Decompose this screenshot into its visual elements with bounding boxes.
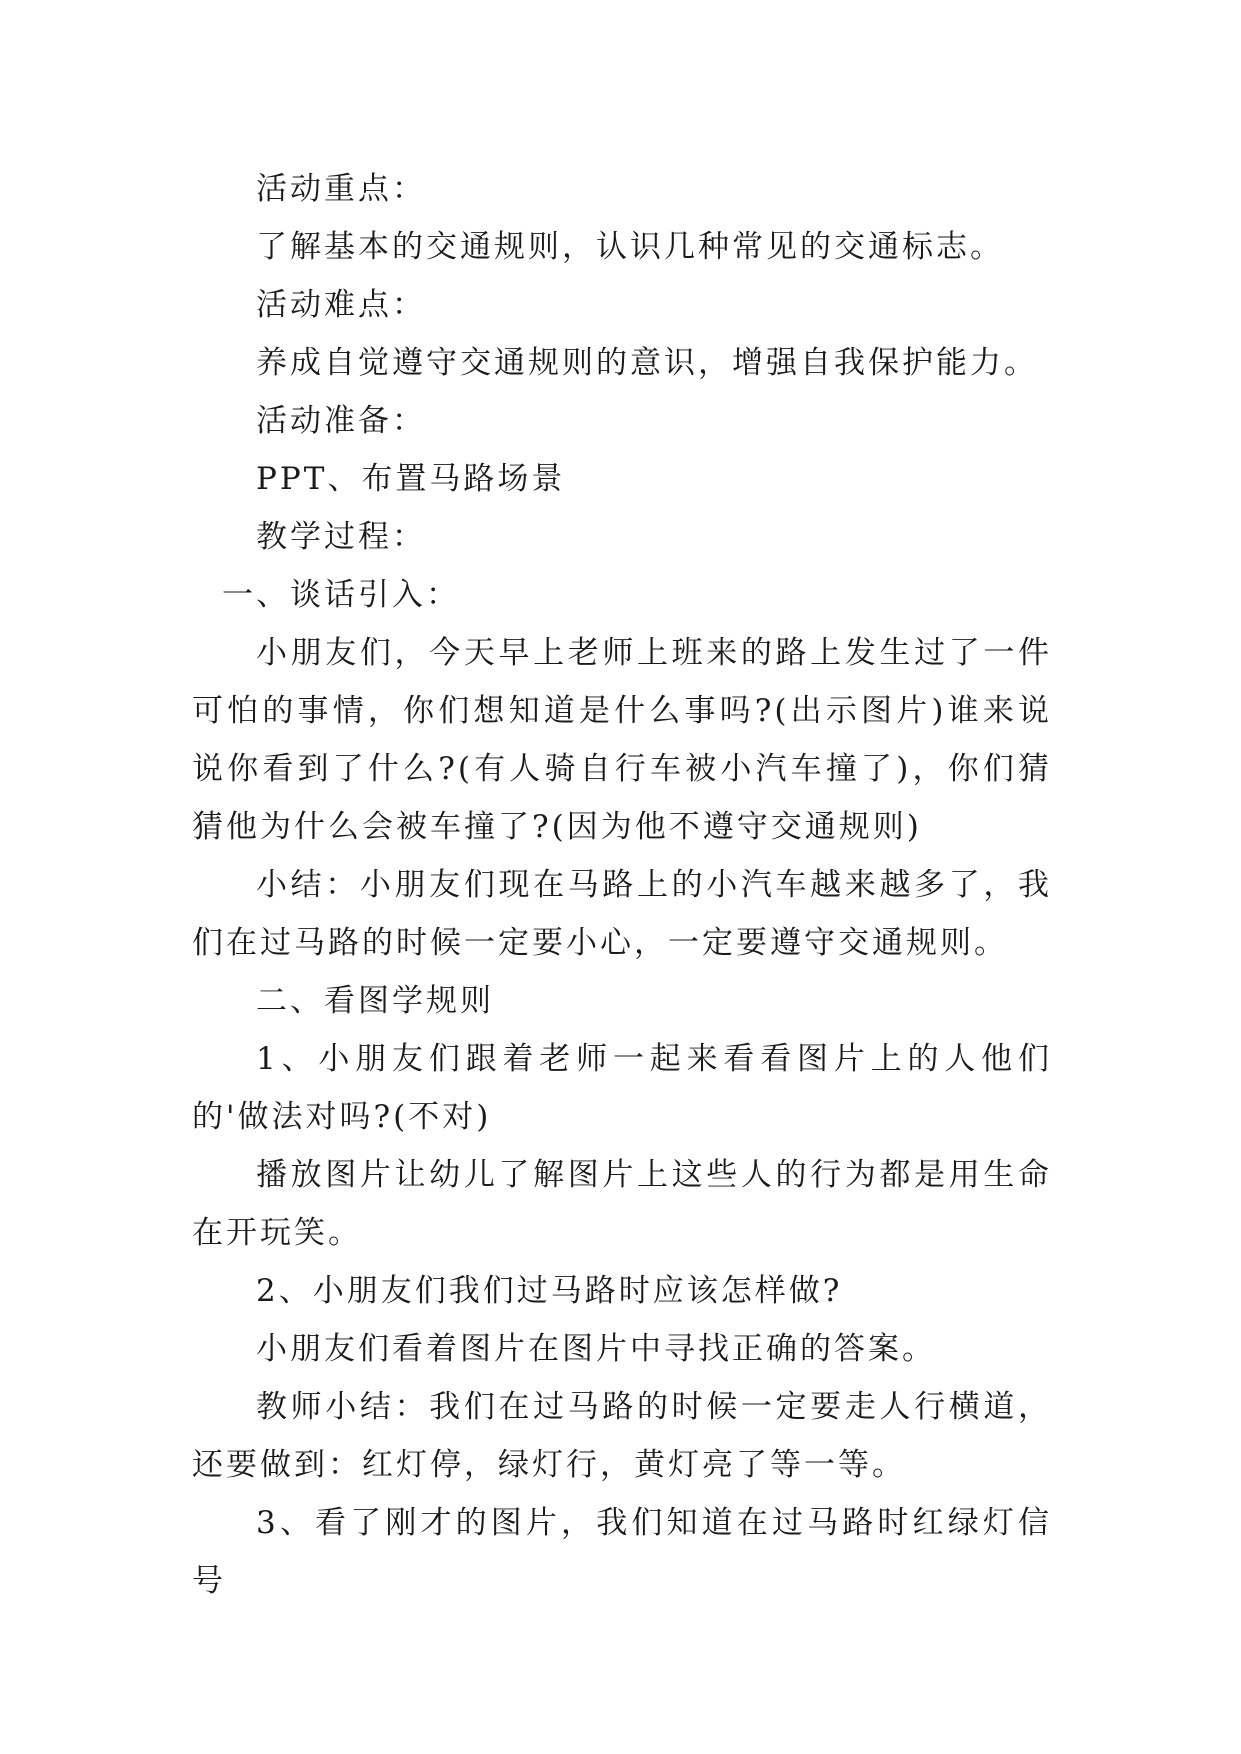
section-heading-intro: 一、谈话引入：: [222, 577, 460, 613]
section-heading-rules: 二、看图学规则: [256, 983, 494, 1019]
paragraph-activity-focus-heading: 活动重点：: [256, 171, 426, 207]
paragraph-process-heading: 教学过程：: [256, 519, 426, 555]
paragraph-activity-difficulty-heading: 活动难点：: [256, 287, 426, 323]
paragraph-step-1: 1、小朋友们跟着老师一起来看看图片上的人他们的'做法对吗?(不对): [192, 1041, 1052, 1135]
paragraph-find-answer: 小朋友们看着图片在图片中寻找正确的答案。: [256, 1331, 936, 1367]
paragraph-step-2: 2、小朋友们我们过马路时应该怎样做?: [256, 1273, 843, 1309]
paragraph-intro-story: 小朋友们，今天早上老师上班来的路上发生过了一件可怕的事情，你们想知道是什么事吗?(出示图片)谁来说说你看到了什么?(有人骑自行车被小汽车撞了)，你们猜猜他为什么会被车撞了?(因为他不遵守交通规则): [192, 635, 1052, 845]
paragraph-summary-1: 小结：小朋友们现在马路上的小汽车越来越多了，我们在过马路的时候一定要小心，一定要遵守交通规则。: [192, 867, 1052, 961]
paragraph-teacher-summary: 教师小结：我们在过马路的时候一定要走人行横道，还要做到：红灯停，绿灯行，黄灯亮了等一等。: [192, 1389, 1052, 1483]
paragraph-step-3: 3、看了刚才的图片，我们知道在过马路时红绿灯信号: [192, 1505, 1052, 1599]
document-body: [192, 160, 1052, 1610]
paragraph-activity-prep: PPT、布置马路场景: [256, 461, 566, 497]
paragraph-activity-difficulty: 养成自觉遵守交通规则的意识，增强自我保护能力。: [256, 345, 1038, 381]
paragraph-activity-focus: 了解基本的交通规则，认识几种常见的交通标志。: [256, 229, 1004, 265]
paragraph-activity-prep-heading: 活动准备：: [256, 403, 426, 439]
paragraph-play-pictures: 播放图片让幼儿了解图片上这些人的行为都是用生命在开玩笑。: [192, 1157, 1052, 1251]
